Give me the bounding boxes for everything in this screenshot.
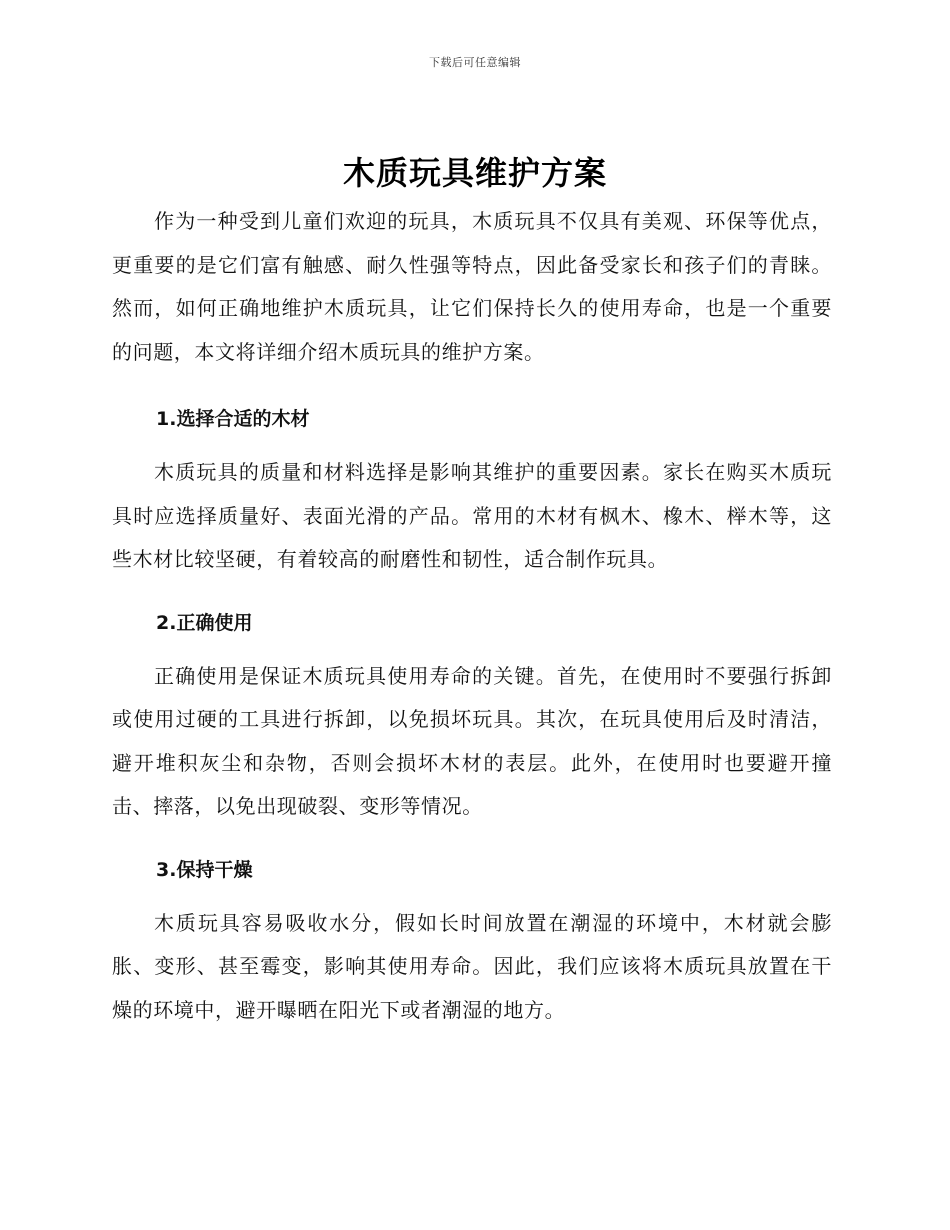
intro-paragraph: 作为一种受到儿童们欢迎的玩具，木质玩具不仅具有美观、环保等优点，更重要的是它们富有触感、耐久性强等特点，因此备受家长和孩子们的青睐。然而，如何正确地维护木质玩具，让它们保持长久的使用寿命，也是一个重要的问题，本文将详细介绍木质玩具的维护方案。 [112, 209, 832, 364]
section-heading-2: 2.正确使用 [156, 611, 253, 634]
section-paragraph-3: 木质玩具容易吸收水分，假如长时间放置在潮湿的环境中，木材就会膨胀、变形、甚至霉变，影响其使用寿命。因此，我们应该将木质玩具放置在干燥的环境中，避开曝晒在阳光下或者潮湿的地方。 [112, 910, 832, 1022]
section-paragraph-1: 木质玩具的质量和材料选择是影响其维护的重要因素。家长在购买木质玩具时应选择质量好、表面光滑的产品。常用的木材有枫木、橡木、榉木等，这些木材比较坚硬，有着较高的耐磨性和韧性，适合制作玩具。 [112, 460, 832, 571]
section-heading-3: 3.保持干燥 [156, 858, 253, 881]
document-body [112, 200, 832, 1032]
section-paragraph-2: 正确使用是保证木质玩具使用寿命的关键。首先，在使用时不要强行拆卸或使用过硬的工具进行拆卸，以免损坏玩具。其次，在玩具使用后及时清洁，避开堆积灰尘和杂物，否则会损坏木材的表层。此外，在使用时也要避开撞击、摔落，以免出现破裂、变形等情况。 [112, 663, 832, 818]
document-title: 木质玩具维护方案 [342, 154, 607, 192]
header-note: 下载后可任意编辑 [429, 56, 521, 69]
section-heading-1: 1.选择合适的木材 [156, 408, 310, 430]
